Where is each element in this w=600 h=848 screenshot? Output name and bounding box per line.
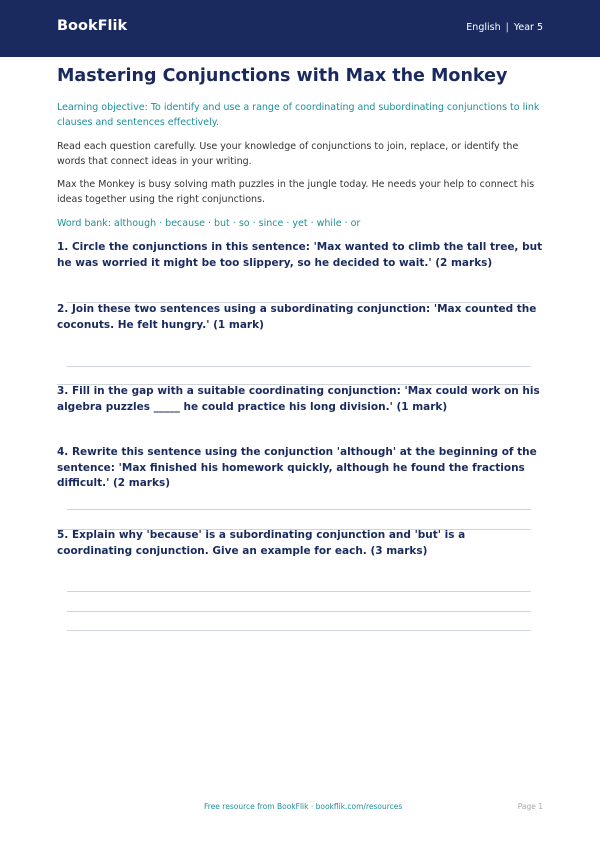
word-bank: Word bank: although · because · but · so · since · yet · while · or <box>57 218 361 229</box>
instructions-text: Read each question carefully. Use your knowledge of conjunctions to join, replace, or identify the words that connect ideas in your writing. <box>57 141 519 167</box>
answer-line[interactable] <box>67 611 531 612</box>
page-number: Page 1 <box>517 802 543 811</box>
footer-source-link[interactable]: Free resource from BookFlik · bookflik.com/resources <box>204 802 403 811</box>
subject-label: English <box>466 22 501 33</box>
brand-logo: BookFlik <box>57 17 128 34</box>
question-4: 4. Rewrite this sentence using the conjunction 'although' at the beginning of the sentence: 'Max finished his homework quickly, although he found the fractions difficult.' (2 marks) <box>57 446 537 489</box>
answer-line[interactable] <box>67 591 531 592</box>
question-2: 2. Join these two sentences using a subordinating conjunction: 'Max counted the coconuts. He felt hungry.' (1 mark) <box>57 303 537 331</box>
answer-line[interactable] <box>67 630 531 631</box>
page-title: Mastering Conjunctions with Max the Monkey <box>57 66 508 86</box>
top-bar <box>0 0 600 57</box>
answer-line[interactable] <box>67 509 531 510</box>
question-1: 1. Circle the conjunctions in this sentence: 'Max wanted to climb the tall tree, but he was worried it might be too slippery, so he decided to wait.' (2 marks) <box>57 241 543 269</box>
answer-line[interactable] <box>67 366 531 367</box>
question-3: 3. Fill in the gap with a suitable coordinating conjunction: 'Max could work on his algebra puzzles _____ he could practice his long division.' (1 mark) <box>57 385 540 413</box>
meta-separator: | <box>505 22 509 33</box>
story-text: Max the Monkey is busy solving math puzzles in the jungle today. He needs your help to connect his ideas together using the right conjunctions. <box>57 179 535 205</box>
learning-objective: Learning objective: To identify and use a range of coordinating and subordinating conjunctions to link clauses and sentences effectively. <box>57 102 540 128</box>
question-5: 5. Explain why 'because' is a subordinating conjunction and 'but' is a coordinating conjunction. Give an example for each. (3 marks) <box>57 529 466 557</box>
subject-year <box>466 22 543 33</box>
worksheet-body <box>57 63 543 232</box>
year-label: Year 5 <box>513 22 543 33</box>
